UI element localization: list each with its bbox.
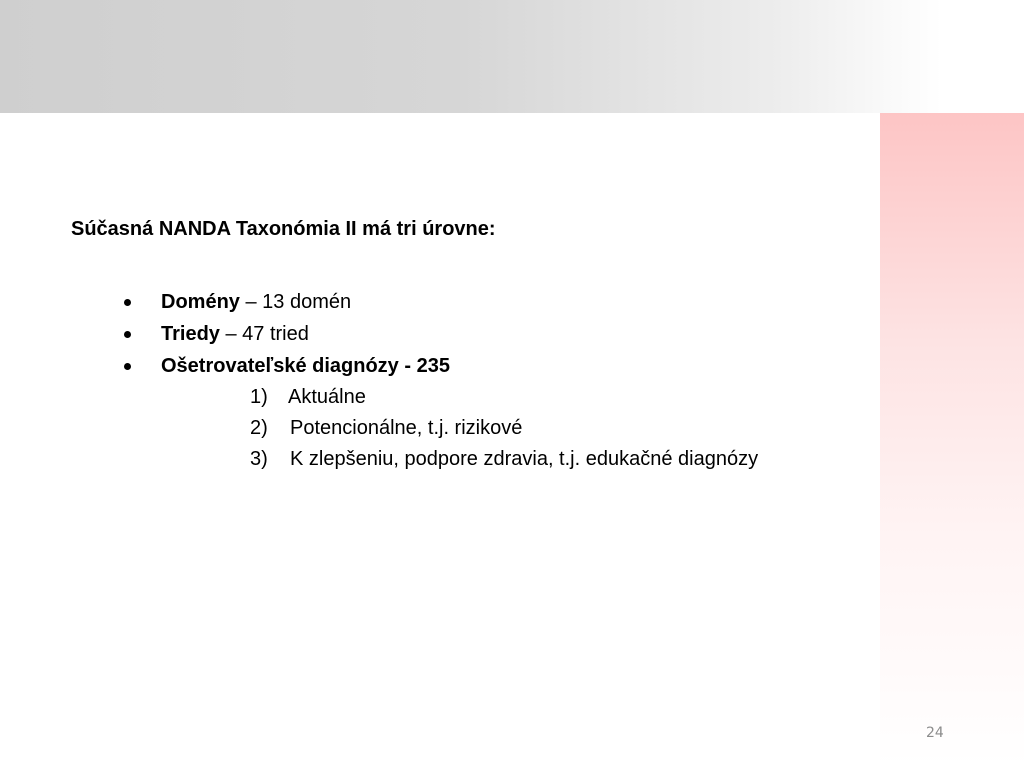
number-marker: 1): [250, 386, 268, 408]
bullet-label: Domény: [161, 291, 240, 313]
bullet-dot-icon: [124, 331, 131, 338]
number-marker: 2): [250, 417, 268, 439]
numbered-item-text: K zlepšeniu, podpore zdravia, t.j. edukačné diagnózy: [290, 448, 759, 470]
numbered-item-text: Aktuálne: [288, 386, 366, 408]
number-marker: 3): [250, 448, 268, 470]
slide-heading: Súčasná NANDA Taxonómia II má tri úrovne:: [71, 218, 496, 240]
bullet-dot-icon: [124, 363, 131, 370]
bullet-text: [161, 352, 450, 380]
bullet-text: [161, 320, 309, 348]
side-accent-band: [880, 113, 1024, 767]
bullet-label: Triedy: [161, 323, 220, 345]
bullet-label: Ošetrovateľské diagnózy - 235: [161, 355, 450, 377]
header-band: [0, 0, 1024, 113]
bullet-detail: – 47 tried: [219, 323, 309, 345]
page-number: 24: [926, 725, 944, 741]
bullet-detail: – 13 domén: [239, 291, 352, 313]
numbered-item-text: Potencionálne, t.j. rizikové: [290, 417, 523, 439]
bullet-dot-icon: [124, 299, 131, 306]
bullet-text: [161, 288, 351, 316]
